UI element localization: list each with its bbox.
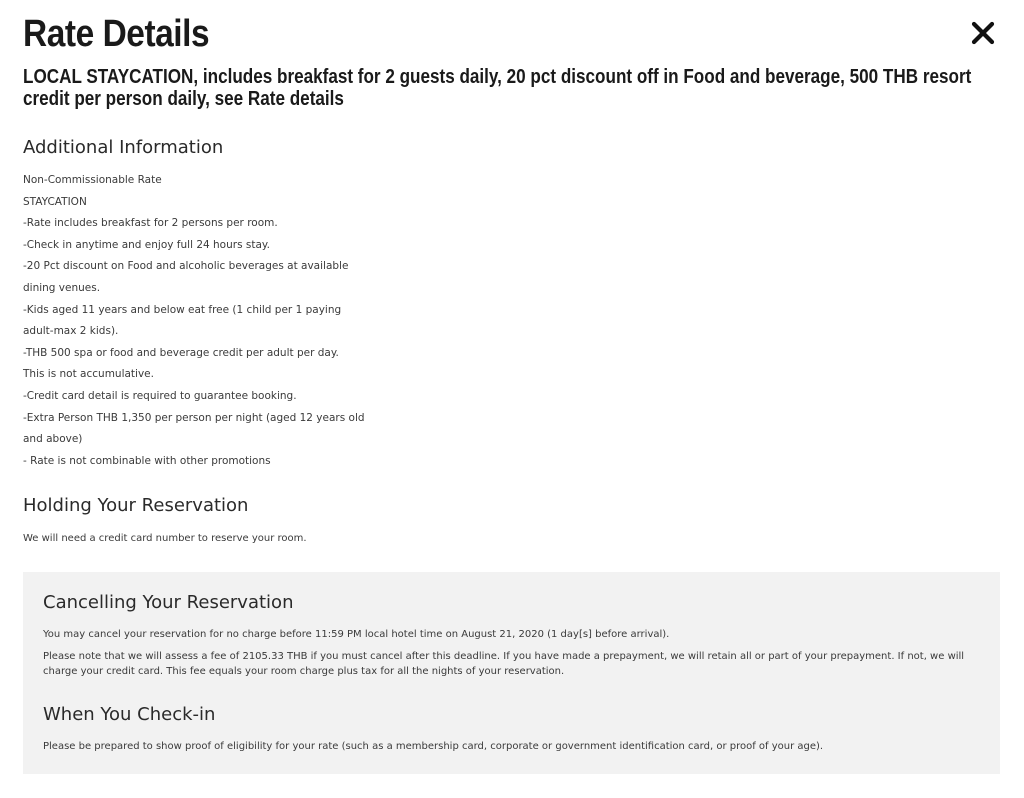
rate-name: LOCAL STAYCATION, includes breakfast for 2 guests daily, 20 pct discount off in Food and beverage, 500 THB resort credit per person daily, see Rate details [23, 66, 972, 110]
info-line: Non-Commissionable Rate [23, 174, 162, 186]
info-line: adult-max 2 kids). [23, 325, 119, 338]
page-title: Rate Details [23, 13, 210, 55]
cancellation-deadline-text: You may cancel your reservation for no charge before 11:59 PM local hotel time on August 21, 2020 (1 day[s] before arrival). [43, 629, 670, 640]
additional-information-heading: Additional Information [23, 137, 224, 158]
info-line: -Rate includes breakfast for 2 persons per room. [23, 217, 278, 230]
info-line: This is not accumulative. [23, 368, 154, 381]
additional-information-list [23, 170, 363, 472]
holding-reservation-text: We will need a credit card number to reserve your room. [23, 533, 307, 544]
info-line: -20 Pct discount on Food and alcoholic beverages at available [23, 260, 349, 273]
holding-reservation-heading: Holding Your Reservation [23, 495, 249, 516]
info-line: dining venues. [23, 281, 101, 294]
info-line: -THB 500 spa or food and beverage credit per adult per day. [23, 346, 339, 359]
info-line: - Rate is not combinable with other promotions [23, 454, 271, 467]
info-line: STAYCATION [23, 195, 87, 208]
close-icon [966, 16, 1000, 50]
info-line: and above) [23, 433, 83, 446]
info-line: -Check in anytime and enjoy full 24 hours stay. [23, 238, 270, 251]
check-in-heading: When You Check-in [43, 704, 216, 725]
close-button[interactable] [966, 16, 1000, 50]
policy-panel [23, 572, 1000, 774]
cancellation-fee-text: Please note that we will assess a fee of 2105.33 THB if you must cancel after this deadline. If you have made a prepayment, we will retain all or part of your prepayment. If not, we will charge your credit card. This fee equals your room charge plus tax for all the nights of your reservation. [43, 651, 965, 677]
check-in-text: Please be prepared to show proof of eligibility for your rate (such as a membership card, corporate or government identification card, or proof of your age). [43, 741, 824, 752]
info-line: -Kids aged 11 years and below eat free (1 child per 1 paying [23, 303, 342, 316]
cancelling-reservation-heading: Cancelling Your Reservation [43, 592, 294, 613]
info-line: -Extra Person THB 1,350 per person per night (aged 12 years old [23, 411, 365, 424]
info-line: -Credit card detail is required to guarantee booking. [23, 389, 297, 402]
